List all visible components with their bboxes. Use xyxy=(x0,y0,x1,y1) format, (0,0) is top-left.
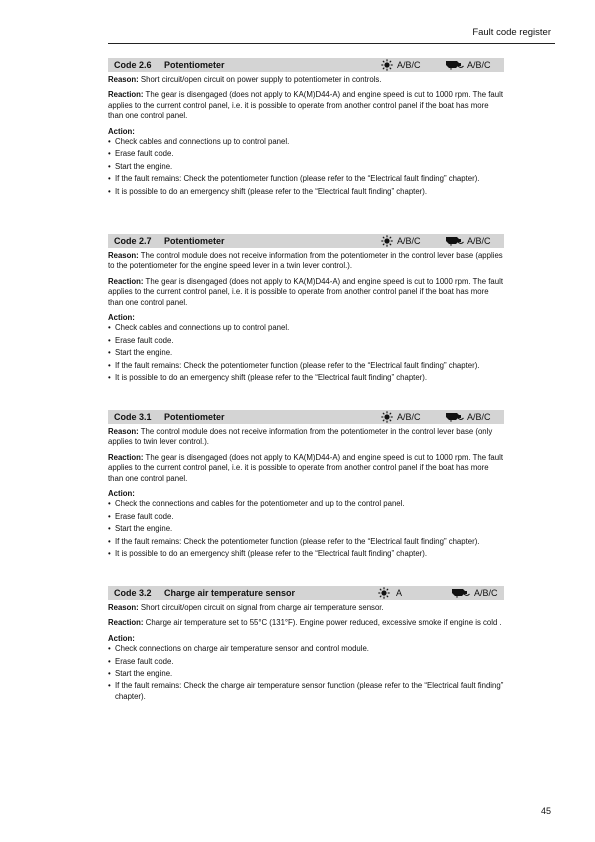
action-label: Action: xyxy=(108,489,135,499)
warning-lamp-icon xyxy=(381,411,393,423)
code-header-bar xyxy=(108,58,504,72)
warning-lamp-icon xyxy=(381,235,393,247)
fault-code-section xyxy=(108,58,504,234)
reaction-text: The gear is disengaged (does not apply to KA(M)D44-A) and engine speed is cut to 1000 rpm. The fault applies to the current control panel, i.e. it is possible to operate from another control panel if the boat has more than one control panel. xyxy=(108,276,503,307)
fault-code-list xyxy=(108,58,504,704)
reaction-paragraph xyxy=(108,618,504,628)
action-label: Action: xyxy=(108,313,135,323)
engine-value: A/B/C xyxy=(467,60,491,70)
code-title: Potentiometer xyxy=(164,236,225,246)
action-item: • It is possible to do an emergency shift (please refer to the “Electrical fault finding” chapter). xyxy=(108,373,504,383)
action-item: • If the fault remains: Check the potentiometer function (please refer to the “Electrical fault finding” chapter). xyxy=(108,174,504,184)
action-item: • Start the engine. xyxy=(108,524,504,534)
code-number: Code 2.7 xyxy=(114,236,152,246)
action-item: • If the fault remains: Check the charge air temperature sensor function (please refer to the “Electrical fault finding” chapter). xyxy=(108,681,504,702)
header-divider xyxy=(108,43,555,44)
reason-text: The control module does not receive information from the potentiometer in the control lever base (only applies to twin lever control.). xyxy=(108,427,493,447)
engine-icon xyxy=(445,412,464,422)
reason-label: Reason: xyxy=(108,251,139,260)
reaction-paragraph xyxy=(108,453,504,484)
code-number: Code 3.2 xyxy=(114,588,152,598)
code-number: Code 3.1 xyxy=(114,412,152,422)
engine-icon xyxy=(445,236,464,246)
action-label: Action: xyxy=(108,633,135,643)
page-header-title: Fault code register xyxy=(472,27,551,38)
action-item: • It is possible to do an emergency shift (please refer to the “Electrical fault finding” chapter). xyxy=(108,187,504,197)
reaction-text: The gear is disengaged (does not apply to KA(M)D44-A) and engine speed is cut to 1000 rpm. The fault applies to the current control panel, i.e. it is possible to operate from another control panel if the boat has more than one control panel. xyxy=(108,90,503,121)
action-item: • Start the engine. xyxy=(108,162,504,172)
action-item: • It is possible to do an emergency shift (please refer to the “Electrical fault finding” chapter). xyxy=(108,549,504,559)
warning-lamp-value: A/B/C xyxy=(397,60,421,70)
fault-code-section xyxy=(108,234,504,410)
reaction-paragraph xyxy=(108,277,504,308)
action-list xyxy=(108,137,504,197)
engine-value: A/B/C xyxy=(467,412,491,422)
action-item: • Check the connections and cables for the potentiometer and up to the control panel. xyxy=(108,499,504,509)
reason-paragraph xyxy=(108,75,504,85)
warning-lamp-value: A/B/C xyxy=(397,412,421,422)
reason-label: Reason: xyxy=(108,603,139,612)
action-list xyxy=(108,644,504,702)
reason-paragraph xyxy=(108,427,504,448)
action-item: • Check connections on charge air temperature sensor and control module. xyxy=(108,644,504,654)
action-item: • If the fault remains: Check the potentiometer function (please refer to the “Electrical fault finding” chapter). xyxy=(108,537,504,547)
reaction-label: Reaction: xyxy=(108,618,144,628)
code-header-bar xyxy=(108,586,504,600)
action-item: • Erase fault code. xyxy=(108,657,504,667)
fault-code-section xyxy=(108,586,504,702)
warning-lamp-value: A xyxy=(396,588,403,598)
fault-code-section xyxy=(108,410,504,586)
reaction-text: Charge air temperature set to 55°C (131°F). Engine power reduced, excessive smoke if engine is cold . xyxy=(143,618,502,628)
reaction-label: Reaction: xyxy=(108,452,144,462)
code-header-bar xyxy=(108,410,504,424)
reason-text: The control module does not receive information from the potentiometer in the control lever base (applies to the potentiometer for the engine speed lever in a twin lever control.). xyxy=(108,251,503,271)
code-number: Code 2.6 xyxy=(114,60,152,70)
reaction-text: The gear is disengaged (does not apply to KA(M)D44-A) and engine speed is cut to 1000 rpm. The fault applies to the current control panel, i.e. it is possible to operate from another control panel if the boat has more than one control panel. xyxy=(108,452,503,483)
reason-text: Short circuit/open circuit on power supply to potentiometer in controls. xyxy=(138,75,382,84)
reason-text: Short circuit/open circuit on signal from charge air temperature sensor. xyxy=(138,603,384,612)
action-list xyxy=(108,323,504,383)
warning-lamp-icon xyxy=(378,587,390,599)
action-item: • Check cables and connections up to control panel. xyxy=(108,137,504,147)
action-item: • Erase fault code. xyxy=(108,149,504,159)
reaction-label: Reaction: xyxy=(108,90,144,100)
action-item: • Erase fault code. xyxy=(108,512,504,522)
code-header-bar xyxy=(108,234,504,248)
warning-lamp-icon xyxy=(381,59,393,71)
engine-value: A/B/C xyxy=(474,588,498,598)
engine-icon xyxy=(451,588,470,598)
reason-label: Reason: xyxy=(108,75,139,84)
action-list xyxy=(108,499,504,559)
engine-icon xyxy=(445,60,464,70)
code-title: Charge air temperature sensor xyxy=(164,588,296,598)
warning-lamp-value: A/B/C xyxy=(397,236,421,246)
code-title: Potentiometer xyxy=(164,412,225,422)
reason-label: Reason: xyxy=(108,427,139,436)
action-label: Action: xyxy=(108,126,135,136)
action-item: • Start the engine. xyxy=(108,348,504,358)
action-item: • Start the engine. xyxy=(108,669,504,679)
reaction-paragraph xyxy=(108,90,504,121)
engine-value: A/B/C xyxy=(467,236,491,246)
action-item: • Erase fault code. xyxy=(108,336,504,346)
code-title: Potentiometer xyxy=(164,60,225,70)
action-item: • Check cables and connections up to control panel. xyxy=(108,323,504,333)
reaction-label: Reaction: xyxy=(108,276,144,286)
action-item: • If the fault remains: Check the potentiometer function (please refer to the “Electrical fault finding” chapter). xyxy=(108,361,504,371)
reason-paragraph xyxy=(108,251,504,272)
reason-paragraph xyxy=(108,603,504,613)
page-number: 45 xyxy=(540,806,551,816)
